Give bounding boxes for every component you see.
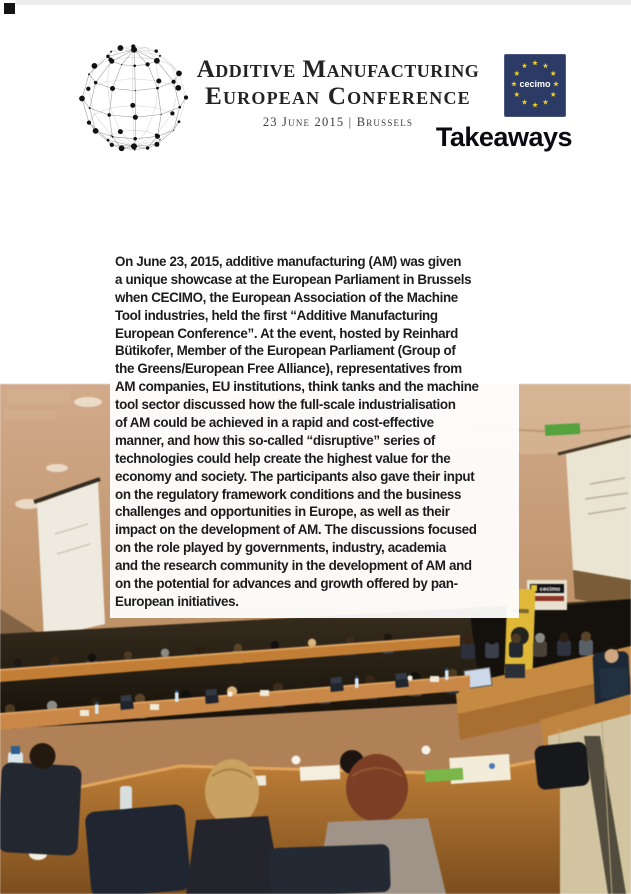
- cecimo-logo-text: cecimo: [519, 79, 551, 89]
- conference-title-line2: European Conference: [205, 83, 471, 110]
- summary-panel: [110, 246, 519, 618]
- takeaways-heading: Takeaways: [435, 122, 572, 152]
- corner-square-icon: [4, 3, 15, 14]
- cecimo-logo: [504, 54, 566, 117]
- conference-title-line1: Additive Manufacturing: [196, 56, 480, 83]
- viewer-top-strip: [0, 0, 631, 5]
- summary-paragraph: On June 23, 2015, additive manufacturing (AM) was given a unique showcase at the European Parliament in Brussels when CECIMO, the European Association of the Machine Tool industries, held the first “Additive Manufacturing European Conference”. At the event, hosted by Reinhard Bütikofer, Member of the European Parliament (Group of the Greens/European Free Alliance), representatives from AM companies, EU institutions, think tanks and the machine tool sector discussed how the full-scale industrialisation of AM could be achieved in a rapid and cost-effective manner, and how this so-called “disruptive” series of technologies could help create the highest value for the economy and society. The participants also gave their input on the regulatory framework conditions and the business challenges and opportunities in Europe, as well as their impact on the development of AM. The discussions focused on the role played by governments, industry, academia and the research community in the development of AM and on the potential for advances and growth offered by pan- European initiatives.: [115, 254, 479, 609]
- conference-title-block: [178, 56, 498, 129]
- photo-banner-text: cecimo: [539, 587, 561, 593]
- conference-date-line: 23 June 2015 | Brussels: [262, 115, 414, 129]
- conference-wireframe-logo-icon: [78, 36, 190, 158]
